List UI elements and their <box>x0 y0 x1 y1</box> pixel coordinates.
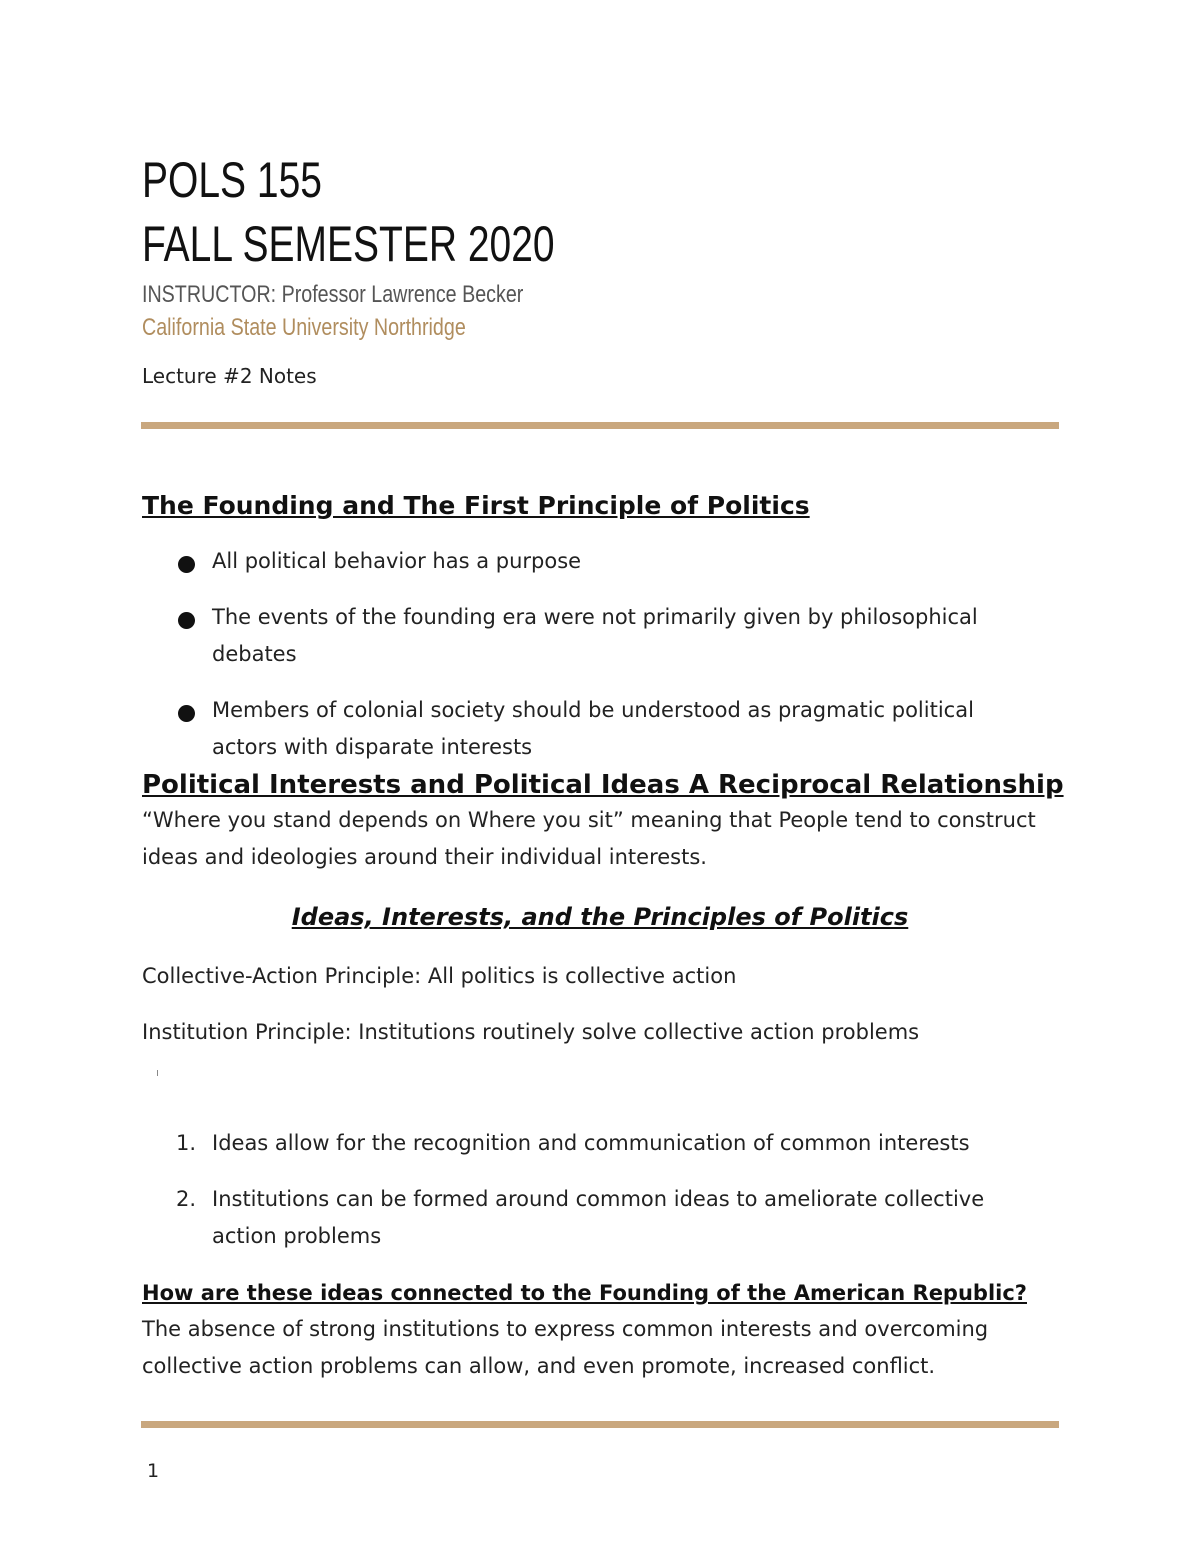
bullet-dot-icon <box>178 556 195 573</box>
institution-principle: Institution Principle: Institutions routinely solve collective action problems <box>142 1020 920 1044</box>
bullet-text: Members of colonial society should be understood as pragmatic political actors with disparate interests <box>212 698 974 759</box>
instructor-line <box>142 280 523 310</box>
list-text: Ideas allow for the recognition and communication of common interests <box>212 1131 970 1155</box>
semester-title: FALL SEMESTER 2020 <box>142 216 555 272</box>
section-heading-interests: Political Interests and Political Ideas A Reciprocal Relationship <box>142 770 1064 800</box>
bottom-divider <box>141 1421 1059 1428</box>
bullet-dot-icon <box>178 705 195 722</box>
section-heading-principles: Ideas, Interests, and the Principles of Politics <box>291 903 909 931</box>
connection-paragraph: The absence of strong institutions to express common interests and overcoming collective action problems can allow, and even promote, increased conflict. <box>142 1317 989 1378</box>
lecture-label: Lecture #2 Notes <box>142 364 317 388</box>
list-item <box>176 692 1036 766</box>
instructor-label: INSTRUCTOR: <box>142 281 277 308</box>
instructor-name: Professor Lawrence Becker <box>281 281 524 308</box>
top-divider <box>141 422 1059 429</box>
principles-numbered-list <box>176 1125 1036 1255</box>
list-text: Institutions can be formed around common ideas to ameliorate collective action problems <box>212 1187 985 1248</box>
stray-mark <box>157 1070 158 1076</box>
collective-action-principle: Collective-Action Principle: All politics is collective action <box>142 964 737 988</box>
list-item <box>176 599 1036 673</box>
list-item <box>176 543 1036 580</box>
list-number: 2. <box>176 1187 197 1211</box>
bullet-dot-icon <box>178 612 195 629</box>
course-title: POLS 155 <box>142 152 322 208</box>
page-number: 1 <box>147 1460 160 1482</box>
founding-bullet-list <box>176 543 1036 766</box>
bullet-text: The events of the founding era were not primarily given by philosophical debates <box>212 605 978 666</box>
bullet-text: All political behavior has a purpose <box>212 549 582 573</box>
section-heading-founding: The Founding and The First Principle of Politics <box>142 491 810 520</box>
interests-paragraph: “Where you stand depends on Where you sit” meaning that People tend to construct ideas and ideologies around their individual interests. <box>142 808 1036 869</box>
section-heading-connection: How are these ideas connected to the Founding of the American Republic? <box>142 1281 1027 1305</box>
list-item <box>176 1125 1036 1162</box>
list-number: 1. <box>176 1131 197 1155</box>
list-item <box>176 1181 1036 1255</box>
university-name: California State University Northridge <box>142 314 466 341</box>
